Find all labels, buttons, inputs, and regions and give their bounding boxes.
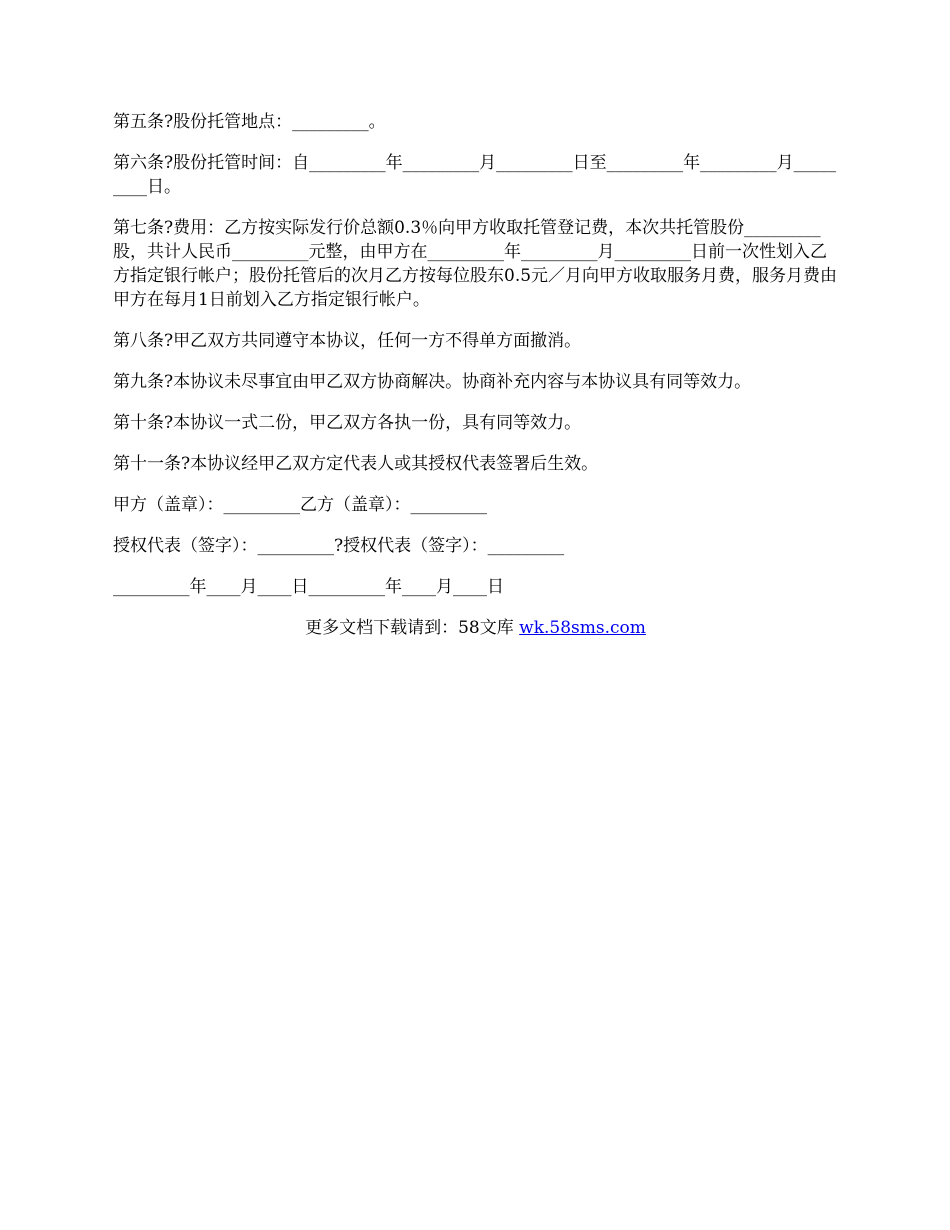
article-5-location: 第五条?股份托管地点：_________。 (113, 112, 386, 132)
footer-text: 更多文档下载请到：58文库 (305, 618, 520, 638)
document-body (113, 110, 838, 640)
footer-link[interactable]: wk.58sms.com (519, 618, 646, 638)
signing-dates-line: _________年____月____日_________年____月____日 (113, 577, 504, 597)
article-7-fees: 第七条?费用：乙方按实际发行价总额0.3％向甲方收取托管登记费，本次共托管股份_________股，共计人民币_________元整，由甲方在_________年_________月_________日前一次性划入乙方指定银行帐户；股份托管后的次月乙方按每位股东0.5元／月向甲方收取服务月费，服务月费由甲方在每月1日前划入乙方指定银行帐户。 (113, 218, 838, 310)
article-8-compliance: 第八条?甲乙双方共同遵守本协议，任何一方不得单方面撤消。 (113, 331, 582, 351)
authorized-signatures-line: 授权代表（签字）：_________?授权代表（签字）：_________ (113, 536, 565, 556)
download-footer (113, 616, 838, 640)
article-6-period: 第六条?股份托管时间：自_________年_________月_________日至_________年_________月_________日。 (113, 153, 837, 197)
party-seals-line: 甲方（盖章）：_________乙方（盖章）：_________ (113, 495, 487, 515)
article-9-unresolved-matters: 第九条?本协议未尽事宜由甲乙双方协商解决。协商补充内容与本协议具有同等效力。 (113, 372, 752, 392)
article-10-copies: 第十条?本协议一式二份，甲乙双方各执一份，具有同等效力。 (113, 413, 582, 433)
article-11-effectiveness: 第十一条?本协议经甲乙双方定代表人或其授权代表签署后生效。 (113, 454, 599, 474)
